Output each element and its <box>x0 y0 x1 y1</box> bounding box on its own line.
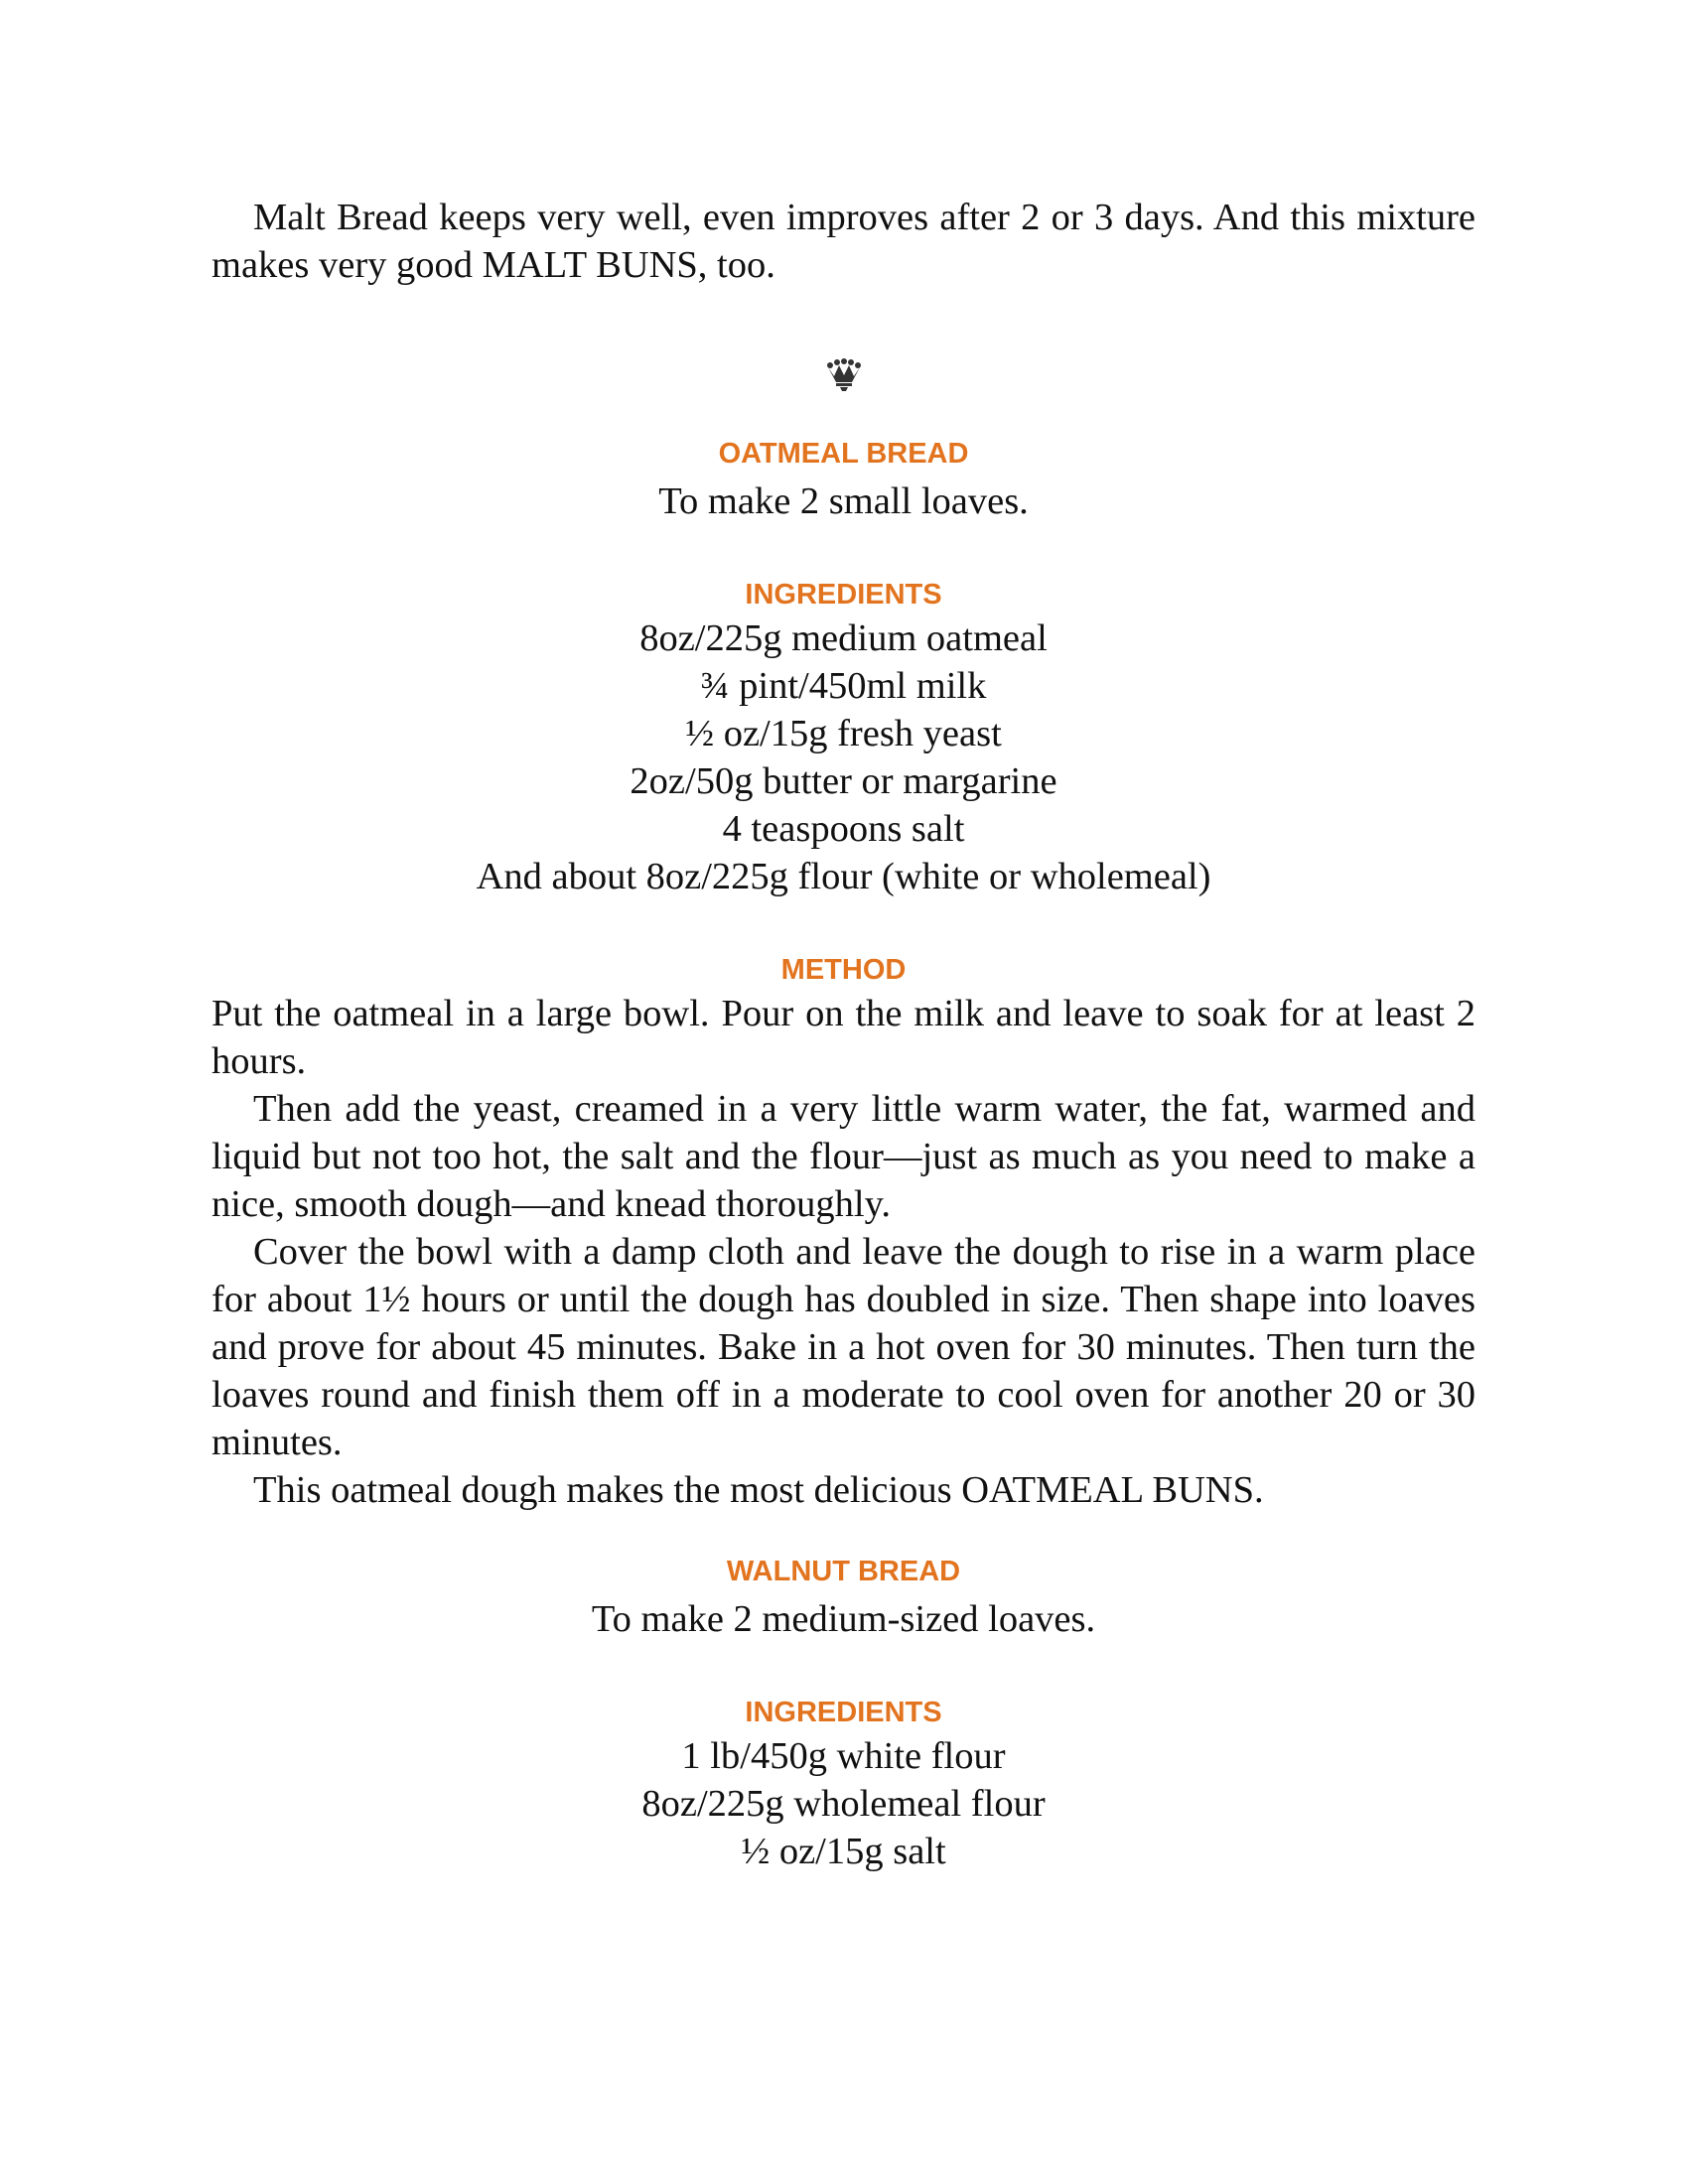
crown-ornament-icon <box>211 356 1476 404</box>
recipe-title-oatmeal: OATMEAL BREAD <box>718 438 969 470</box>
ingredients-heading-oatmeal: INGREDIENTS <box>745 579 942 611</box>
ingredient-item: 1 lb/450g white flour <box>681 1735 1006 1777</box>
ingredient-item: ¾ pint/450ml milk <box>700 665 987 707</box>
method-paragraph: This oatmeal dough makes the most delicious OATMEAL BUNS. <box>253 1469 1264 1511</box>
method-paragraph: Cover the bowl with a damp cloth and leave the dough to rise in a warm place for about 1½ hours or until the dough has doubled in size. Then shape into loaves and prove for about 45 minutes. Bake in a hot oven for 30 minutes. Then turn the loaves round and finish them off in a moderate to cool oven for another 20 or 30 minutes. <box>211 1231 1476 1463</box>
ingredients-list-oatmeal <box>211 614 1476 900</box>
ingredient-item: 8oz/225g wholemeal flour <box>641 1783 1046 1825</box>
ingredient-item: ½ oz/15g fresh yeast <box>685 713 1002 754</box>
ingredient-item: And about 8oz/225g flour (white or wholemeal) <box>476 856 1211 897</box>
method-paragraph: Put the oatmeal in a large bowl. Pour on the milk and leave to soak for at least 2 hours. <box>211 993 1476 1082</box>
ingredient-item: 2oz/50g butter or margarine <box>630 760 1057 802</box>
ingredient-item: 8oz/225g medium oatmeal <box>639 617 1048 659</box>
method-heading-oatmeal: METHOD <box>780 954 907 986</box>
ingredient-item: ½ oz/15g salt <box>741 1831 946 1872</box>
ingredients-heading-walnut: INGREDIENTS <box>745 1697 942 1728</box>
yield-oatmeal: To make 2 small loaves. <box>658 480 1029 522</box>
yield-walnut: To make 2 medium-sized loaves. <box>591 1598 1096 1640</box>
method-oatmeal <box>211 990 1476 1514</box>
intro-paragraph: Malt Bread keeps very well, even improves after 2 or 3 days. And this mixture makes very good MALT BUNS, too. <box>211 197 1476 286</box>
recipe-title-walnut: WALNUT BREAD <box>726 1556 961 1587</box>
ingredients-list-walnut <box>211 1732 1476 1875</box>
ingredient-item: 4 teaspoons salt <box>722 808 965 850</box>
page-content <box>211 194 1476 1875</box>
method-paragraph: Then add the yeast, creamed in a very little warm water, the fat, warmed and liquid but not too hot, the salt and the flour—just as much as you need to make a nice, smooth dough—and knead thoroughly. <box>211 1088 1476 1225</box>
